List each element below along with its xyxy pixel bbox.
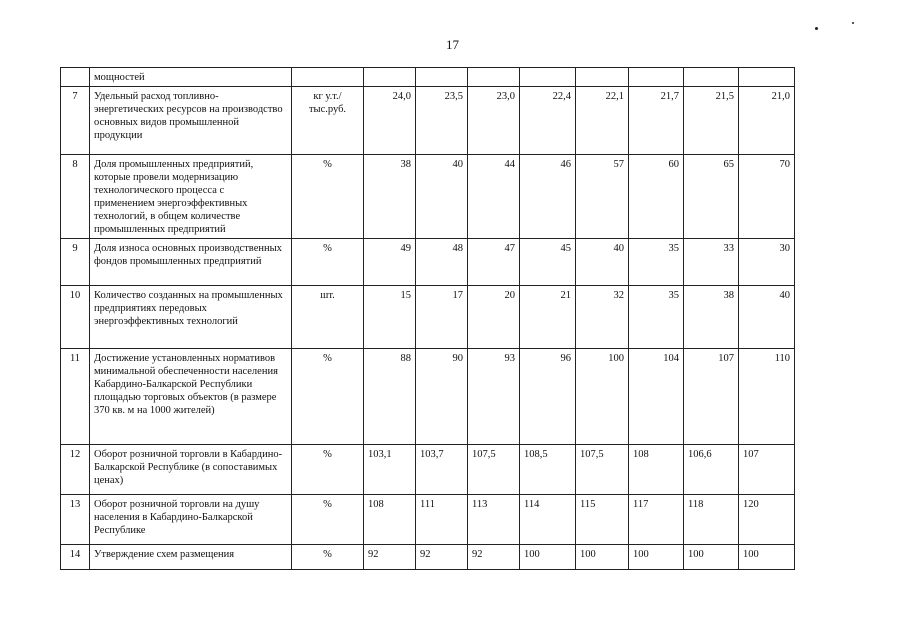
- value-cell: 21,7: [629, 87, 684, 155]
- indicator-name: мощностей: [90, 68, 292, 87]
- indicators-table: [60, 67, 795, 570]
- value-cell: 96: [520, 349, 576, 445]
- value-cell: 117: [629, 495, 684, 545]
- value-cell: 90: [416, 349, 468, 445]
- value-cell: 103,7: [416, 445, 468, 495]
- row-number: 14: [61, 545, 90, 570]
- value-cell: 35: [629, 286, 684, 349]
- value-cell: 113: [468, 495, 520, 545]
- row-number: 8: [61, 155, 90, 239]
- table-row: [61, 239, 795, 286]
- row-number: 9: [61, 239, 90, 286]
- value-cell: 33: [684, 239, 739, 286]
- indicator-name: Достижение установленных нормативов минимальной обеспеченности населения Кабардино-Балкарской Республики площадью торговых объектов (в размере 370 кв. м на 1000 жителей): [90, 349, 292, 445]
- indicator-name: Оборот розничной торговли в Кабардино-Балкарской Республике (в сопоставимых ценах): [90, 445, 292, 495]
- indicator-name: Доля износа основных производственных фондов промышленных предприятий: [90, 239, 292, 286]
- value-cell: [739, 68, 795, 87]
- unit-cell: %: [292, 445, 364, 495]
- value-cell: 100: [629, 545, 684, 570]
- table-row: [61, 87, 795, 155]
- unit-cell: %: [292, 349, 364, 445]
- value-cell: 115: [576, 495, 629, 545]
- row-number: 7: [61, 87, 90, 155]
- value-cell: 108: [364, 495, 416, 545]
- scan-speck: [815, 27, 818, 30]
- indicator-name: Удельный расход топливно-энергетических ресурсов на производство основных видов промышленной продукции: [90, 87, 292, 155]
- table-row: [61, 545, 795, 570]
- value-cell: 24,0: [364, 87, 416, 155]
- indicator-name: Оборот розничной торговли на душу населения в Кабардино-Балкарской Республике: [90, 495, 292, 545]
- value-cell: 48: [416, 239, 468, 286]
- value-cell: [416, 68, 468, 87]
- value-cell: 120: [739, 495, 795, 545]
- value-cell: 92: [468, 545, 520, 570]
- value-cell: 114: [520, 495, 576, 545]
- scan-speck: [852, 22, 854, 24]
- table-row: [61, 286, 795, 349]
- value-cell: 100: [684, 545, 739, 570]
- value-cell: 22,1: [576, 87, 629, 155]
- row-number: 13: [61, 495, 90, 545]
- value-cell: 17: [416, 286, 468, 349]
- value-cell: 32: [576, 286, 629, 349]
- value-cell: 30: [739, 239, 795, 286]
- value-cell: 107: [684, 349, 739, 445]
- value-cell: 108: [629, 445, 684, 495]
- value-cell: 15: [364, 286, 416, 349]
- value-cell: 93: [468, 349, 520, 445]
- value-cell: 108,5: [520, 445, 576, 495]
- value-cell: [629, 68, 684, 87]
- unit-cell: %: [292, 155, 364, 239]
- value-cell: 106,6: [684, 445, 739, 495]
- value-cell: 21: [520, 286, 576, 349]
- row-number: 12: [61, 445, 90, 495]
- value-cell: 38: [364, 155, 416, 239]
- indicator-name: Количество созданных на промышленных предприятиях передовых энергоэффективных технологий: [90, 286, 292, 349]
- value-cell: [520, 68, 576, 87]
- value-cell: 47: [468, 239, 520, 286]
- table-row: [61, 68, 795, 87]
- value-cell: 118: [684, 495, 739, 545]
- row-number: 10: [61, 286, 90, 349]
- unit-cell: [292, 68, 364, 87]
- value-cell: 46: [520, 155, 576, 239]
- value-cell: 40: [739, 286, 795, 349]
- unit-cell: %: [292, 239, 364, 286]
- value-cell: 107,5: [576, 445, 629, 495]
- value-cell: 40: [416, 155, 468, 239]
- row-number: [61, 68, 90, 87]
- value-cell: 23,0: [468, 87, 520, 155]
- value-cell: 100: [576, 545, 629, 570]
- value-cell: 20: [468, 286, 520, 349]
- value-cell: 45: [520, 239, 576, 286]
- value-cell: 92: [364, 545, 416, 570]
- value-cell: 103,1: [364, 445, 416, 495]
- value-cell: 110: [739, 349, 795, 445]
- value-cell: 22,4: [520, 87, 576, 155]
- value-cell: 100: [576, 349, 629, 445]
- value-cell: 88: [364, 349, 416, 445]
- value-cell: 40: [576, 239, 629, 286]
- value-cell: 107: [739, 445, 795, 495]
- value-cell: [684, 68, 739, 87]
- value-cell: 70: [739, 155, 795, 239]
- value-cell: 104: [629, 349, 684, 445]
- table-row: [61, 445, 795, 495]
- unit-cell: %: [292, 495, 364, 545]
- value-cell: 49: [364, 239, 416, 286]
- row-number: 11: [61, 349, 90, 445]
- value-cell: [576, 68, 629, 87]
- value-cell: [364, 68, 416, 87]
- value-cell: 60: [629, 155, 684, 239]
- value-cell: 107,5: [468, 445, 520, 495]
- table-row: [61, 155, 795, 239]
- value-cell: 38: [684, 286, 739, 349]
- value-cell: 57: [576, 155, 629, 239]
- value-cell: 92: [416, 545, 468, 570]
- page-number: 17: [446, 37, 459, 52]
- table-row: [61, 495, 795, 545]
- value-cell: 35: [629, 239, 684, 286]
- value-cell: 100: [739, 545, 795, 570]
- value-cell: 65: [684, 155, 739, 239]
- value-cell: 111: [416, 495, 468, 545]
- value-cell: 21,5: [684, 87, 739, 155]
- unit-cell: %: [292, 545, 364, 570]
- indicator-name: Утверждение схем размещения: [90, 545, 292, 570]
- value-cell: 23,5: [416, 87, 468, 155]
- unit-cell: шт.: [292, 286, 364, 349]
- value-cell: 100: [520, 545, 576, 570]
- value-cell: [468, 68, 520, 87]
- value-cell: 44: [468, 155, 520, 239]
- table-row: [61, 349, 795, 445]
- indicator-name: Доля промышленных предприятий, которые провели модернизацию технологического процесса с применением энергоэффективных технологий, в общем количестве промышленных предприятий: [90, 155, 292, 239]
- unit-cell: кг у.т./ тыс.руб.: [292, 87, 364, 155]
- value-cell: 21,0: [739, 87, 795, 155]
